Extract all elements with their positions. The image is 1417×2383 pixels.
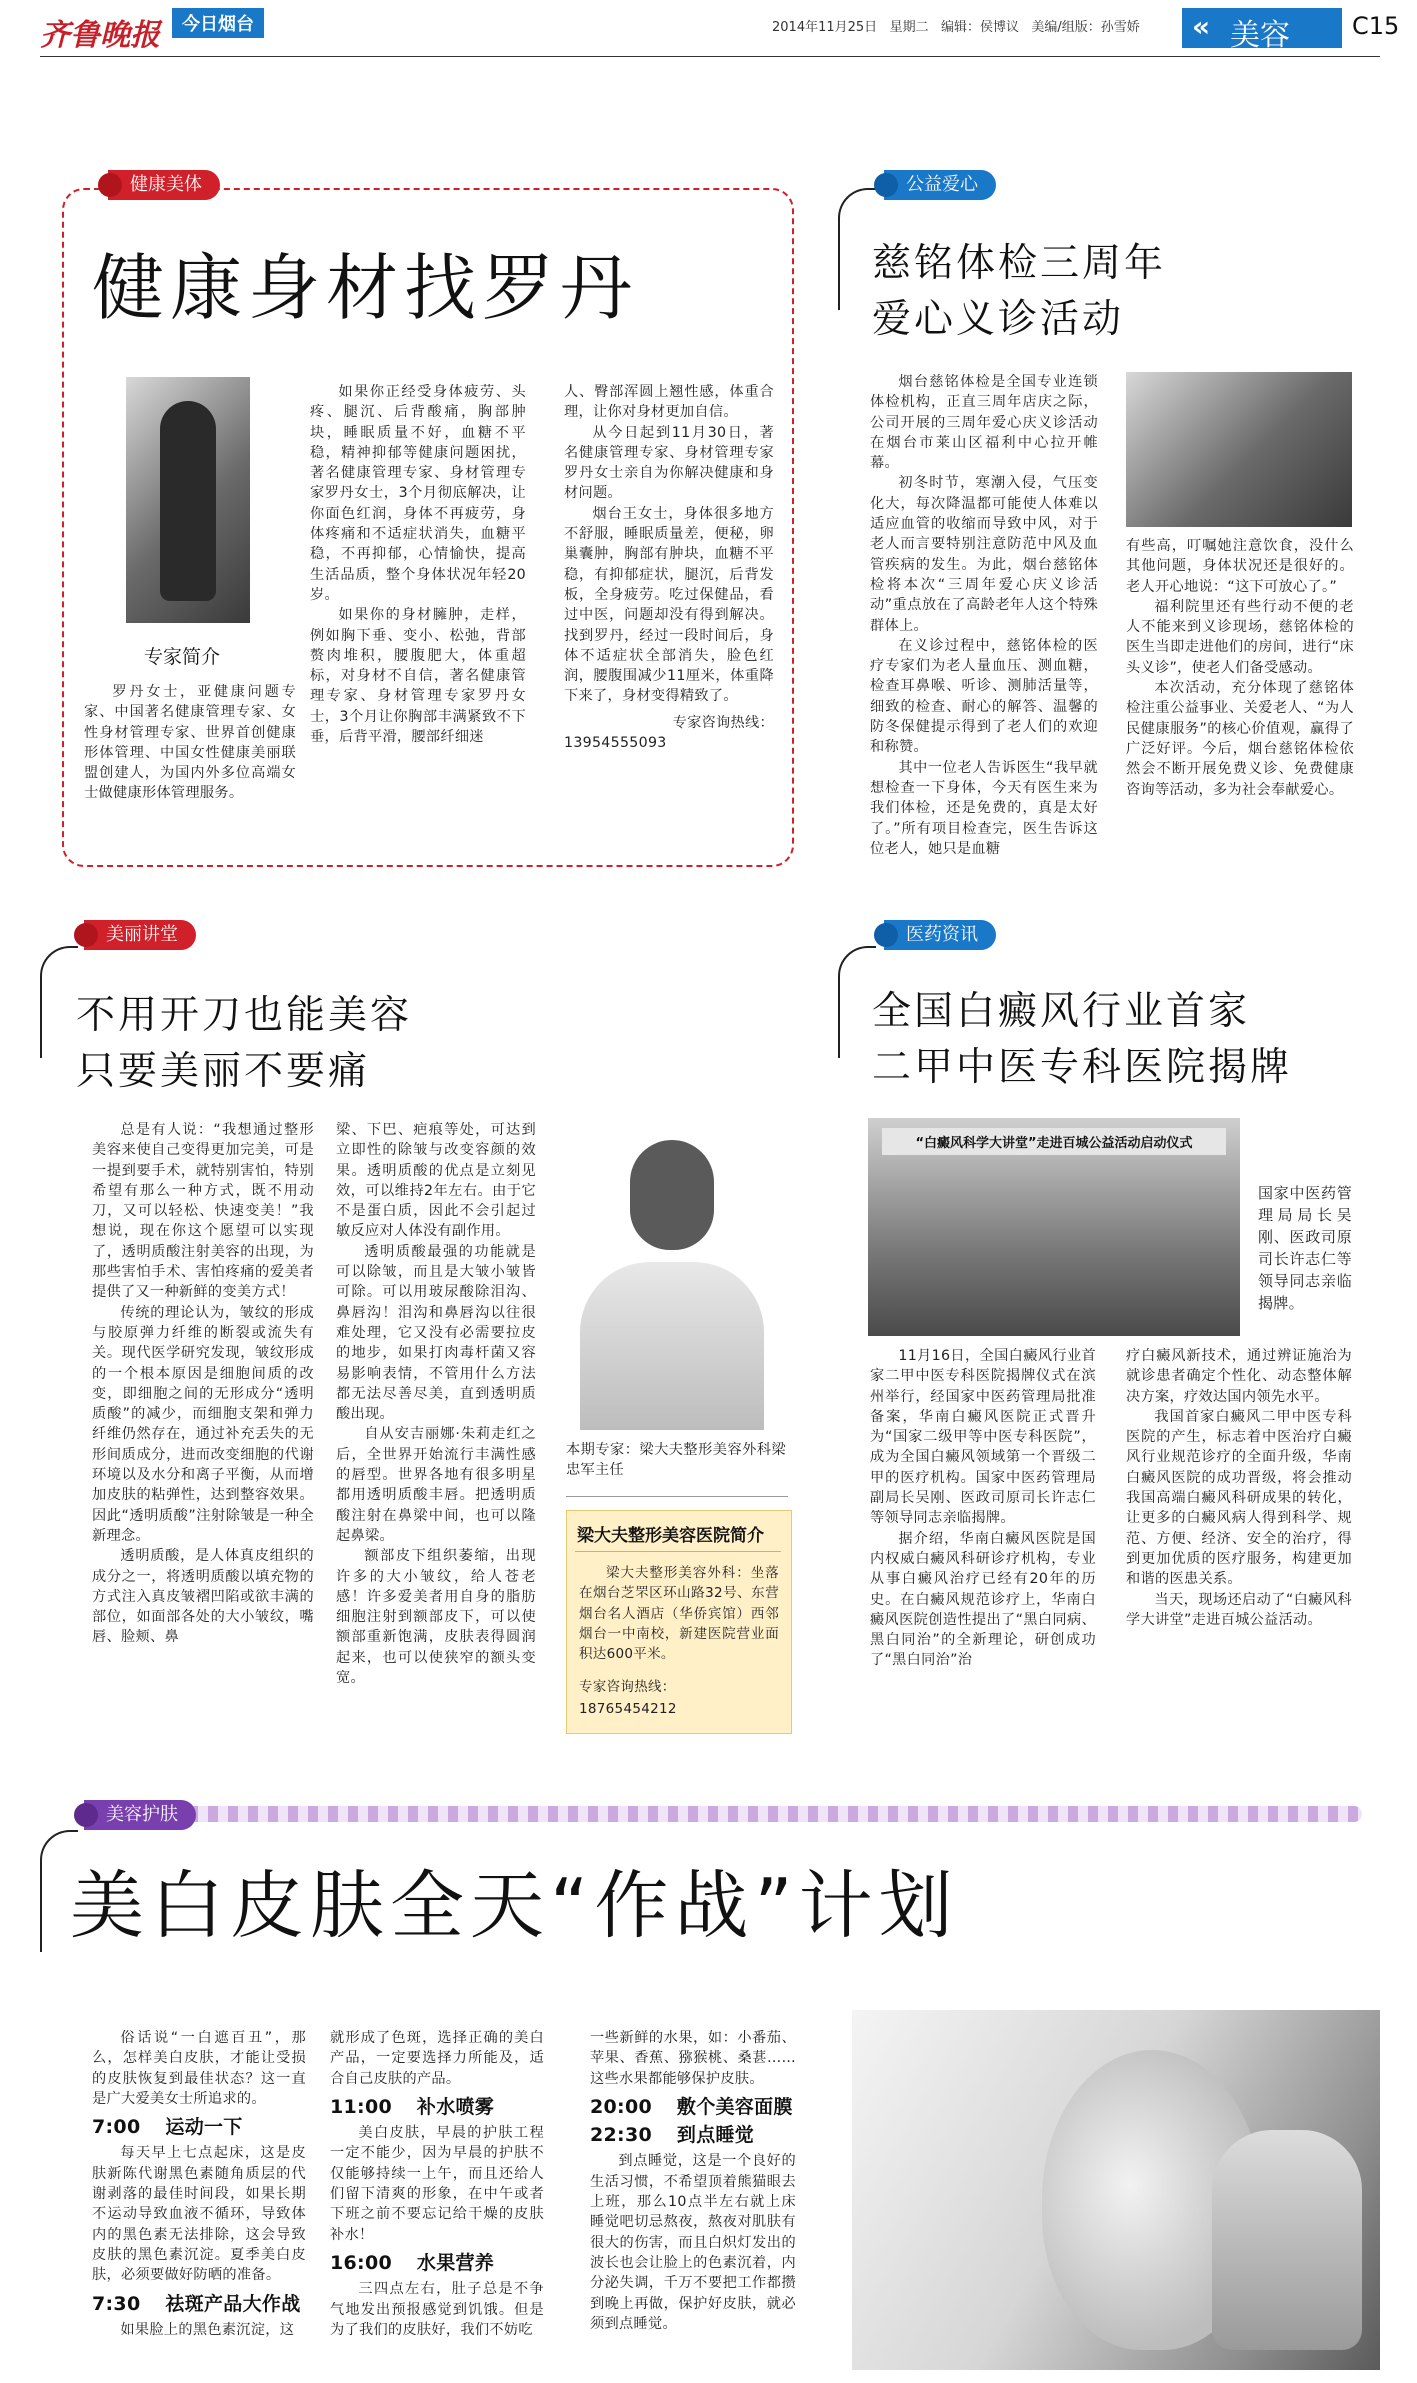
- title-line: 慈铭体检三周年: [872, 241, 1167, 286]
- paragraph: 如果你的身材臃肿，走样，例如胸下垂、变小、松弛，背部赘肉堆积，腰腹肥大，体重超标，对身材不自信，著名健康管理专家、身材管理专家罗丹女士，3个月让你胸部丰满紧致不下垂，后背平滑，腰部纤细迷: [310, 607, 526, 746]
- medical-title: [872, 984, 1292, 1096]
- expert-photo-luodan: [126, 377, 250, 623]
- paragraph: 有些高，叮嘱她注意饮食，没什么其他问题，身体状况还是很好的。老人开心地说：“这下可放心了。”: [1126, 538, 1354, 595]
- hotline-number: 13954555093: [564, 735, 667, 752]
- double-chevron-icon: «: [1192, 10, 1211, 43]
- paragraph: 俗话说“一白遮百丑”，那么，怎样美白皮肤，才能让受损的皮肤恢复到最佳状态？这一直是广大爱美女士所追求的。: [92, 2030, 306, 2107]
- paragraph: 透明质酸，是人体真皮组织的成分之一，将透明质酸以填充物的方式注入真皮皱褶凹陷或欲丰满的部位，如面部各处的大小皱纹，嘴唇、脸颊、鼻: [92, 1548, 314, 1646]
- beauty-col2: [336, 1120, 536, 1688]
- subhead-title: 敷个美容面膜: [676, 2095, 793, 2118]
- header-weekday: 星期二: [889, 20, 929, 35]
- channel-badge: [1182, 8, 1342, 53]
- charity-title: [872, 236, 1166, 348]
- medical-bracket: [838, 946, 876, 1058]
- title-line: 不用开刀也能美容: [76, 993, 413, 1038]
- skin-title: 美白皮肤全天“作战”计划: [70, 1863, 959, 1949]
- paragraph: 美白皮肤，早晨的护肤工程一定不能少，因为早晨的护肤不仅能够持续一上午，而且还给人们留下清爽的形象，在中午或者下班之前不要忘记给干燥的皮肤补水！: [330, 2125, 544, 2243]
- paragraph: 据介绍，华南白癜风医院是国内权威白癜风科研诊疗机构，专业从事白癜风治疗已经有20年的历史。在白癜风规范诊疗上，华南白癜风医院创造性提出了“黑白同病、黑白同治”的全新理论，研创成功了“黑白同治”治: [870, 1530, 1096, 1669]
- paragraph: 如果脸上的黑色素沉淀，这: [120, 2321, 295, 2338]
- box-title: 梁大夫整形美容医院简介: [577, 1526, 764, 1546]
- skin-divider-band: [128, 1806, 1362, 1822]
- paragraph: 本次活动，充分体现了慈铭体检注重公益事业、关爱老人、“为人民健康服务”的核心价值观，赢得了广泛好评。今后，烟台慈铭体检依然会不断开展免费义诊、免费健康咨询等活动，多为社会奉献爱心。: [1126, 680, 1354, 798]
- paragraph: 自从安吉丽娜·朱莉走红之后，全世界开始流行丰满性感的唇型。世界各地有很多明星都用透明质酸丰唇。把透明质酸注射在鼻梁中间，也可以隆起鼻梁。: [336, 1426, 536, 1544]
- subhead-title: 水果营养: [416, 2251, 495, 2274]
- header-date: 2014年11月25日: [772, 20, 878, 35]
- beauty-title: [76, 988, 412, 1100]
- subhead-title: 祛斑产品大作战: [165, 2292, 301, 2315]
- paragraph: 在义诊过程中，慈铭体检的医疗专家们为老人量血压、测血糖，检查耳鼻喉、听诊、测肺活量等，细致的检查、耐心的解答、温馨的防冬保健提示得到了老人们的欢迎和称赞。: [870, 637, 1098, 756]
- title-line: 只要美丽不要痛: [76, 1049, 371, 1094]
- paragraph: 每天早上七点起床，这是皮肤新陈代谢黑色素随角质层的代谢剥落的最佳时间段，如果长期不运动导致血液不循环，导致体内的黑色素无法排除，这会导致皮肤的黑色素沉淀。夏季美白皮肤，必须要做好防晒的准备。: [92, 2145, 306, 2284]
- skin-care-photo: [852, 2010, 1380, 2370]
- medical-col1: [870, 1346, 1096, 1671]
- box-hotline-label: 专家咨询热线：: [579, 1679, 676, 1695]
- section-name: 今日烟台: [172, 8, 264, 38]
- time-label: 11:00: [330, 2095, 392, 2118]
- beauty-bracket: [40, 946, 78, 1058]
- expert-photo-caption: 本期专家：梁大夫整形美容外科梁忠军主任: [566, 1442, 786, 1479]
- expert-photo-liang: [566, 1122, 778, 1430]
- coat-shape: [580, 1262, 764, 1430]
- ceremony-caption: 国家中医药管理局局长吴刚、医政司原司长许志仁等领导同志亲临揭牌。: [1258, 1184, 1352, 1312]
- paragraph: 疗白癜风新技术，通过辨证施治为就诊患者确定个性化、动态整体解决方案，疗效达国内领先水平。: [1126, 1348, 1352, 1405]
- subhead-0730: [92, 2294, 306, 2314]
- paragraph: 人、臀部浑圆上翘性感，体重合理，让你对身材更加自信。: [564, 384, 774, 421]
- charity-bracket: [838, 188, 876, 310]
- expert-caption: 专家简介: [144, 646, 221, 668]
- paragraph: 梁、下巴、疤痕等处，可达到立即性的除皱与改变容颜的效果。透明质酸的优点是立刻见效，可以维持2年左右。由于它不是蛋白质，因此不会引起过敏反应对人体没有副作用。: [336, 1122, 536, 1240]
- paragraph: 总是有人说：“我想通过整形美容来使自己变得更加完美，可是一提到要手术，就特别害怕，特别希望有那么一种方式，既不用动刀，又可以轻松、快速变美！”我想说，现在你这个愿望可以实现了，透明质酸注射美容的出现，为那些害怕手术、害怕疼痛的爱美者提供了又一种新鲜的变美方式！: [92, 1122, 314, 1301]
- header-editor: 编辑：侯博议: [941, 20, 1020, 35]
- beauty-tag-label: 美丽讲堂: [106, 924, 178, 945]
- title-line: 全国白癜风行业首家: [872, 989, 1251, 1034]
- hotline-label: 专家咨询热线：: [672, 714, 774, 731]
- time-label: 20:00: [590, 2095, 652, 2118]
- page-header: [0, 0, 1417, 62]
- charity-col1: [870, 372, 1098, 859]
- subhead-2000: [590, 2097, 796, 2117]
- paragraph: 透明质酸最强的功能就是可以除皱，而且是大皱小皱皆可除。可以用玻尿酸除泪沟、鼻唇沟！泪沟和鼻唇沟以往很难处理，它又没有必需要拉皮的地步，如果打肉毒杆菌又容易影响表情，不管用什么方法都无法尽善尽美，直到透明质酸出现。: [336, 1243, 536, 1423]
- title-line: 二甲中医专科医院揭牌: [872, 1045, 1293, 1090]
- subhead-title: 到点睡觉: [676, 2124, 755, 2147]
- paragraph: 从今日起到11月30日，著名健康管理专家、身材管理专家罗丹女士亲自为你解决健康和身材问题。: [564, 424, 774, 502]
- paragraph: 烟台慈铭体检是全国专业连锁体检机构，正直三周年店庆之际，公司开展的三周年爱心庆义诊活动在烟台市莱山区福利中心拉开帷幕。: [870, 374, 1098, 472]
- subhead-0700: [92, 2117, 306, 2137]
- skin-tag-label: 美容护肤: [106, 1804, 178, 1825]
- ceremony-banner: “白癜风科学大讲堂”走进百城公益活动启动仪式: [882, 1128, 1226, 1155]
- paragraph: 福利院里还有些行动不便的老人不能来到义诊现场，慈铭体检的医生当即走进他们的房间，进行“床头义诊”，使老人们备受感动。: [1126, 598, 1354, 676]
- header-meta: [772, 16, 1140, 35]
- paragraph: 烟台王女士，身体很多地方不舒服，睡眠质量差，便秘，卵巢囊肿，胸部有肿块，血糖不平稳，有抑郁症状，腿沉，后背发板，全身疲劳。吃过保健品，看过中医，问题却没有得到解决。找到罗丹，经过一段时间后，身体不适症状全部消失，脸色红润，腰腹围减少11厘米，体重降下来了，身材变得精致了。: [564, 505, 774, 705]
- skin-col2: [330, 2028, 544, 2340]
- box-hotline-number: 18765454212: [579, 1701, 677, 1717]
- paragraph: 当天，现场还启动了“白癜风科学大讲堂”走进百城公益活动。: [1126, 1591, 1352, 1628]
- figure-silhouette: [160, 401, 216, 601]
- paragraph: 一些新鲜的水果，如：小番茄、苹果、香蕉、猕猴桃、桑葚……这些水果都能够保护皮肤。: [590, 2030, 796, 2087]
- time-label: 7:30: [92, 2292, 141, 2315]
- health-tag: [108, 170, 220, 200]
- charity-photo: [1126, 372, 1352, 527]
- pin-icon: [74, 923, 98, 947]
- charity-col2: [1126, 536, 1354, 800]
- newspaper-logo: 齐鲁晚报: [40, 18, 160, 53]
- subhead-title: 运动一下: [165, 2116, 243, 2139]
- hand-shape: [1212, 2130, 1362, 2350]
- pin-icon: [98, 173, 122, 197]
- skin-col3: [590, 2028, 796, 2334]
- health-col1: [310, 382, 526, 747]
- medical-tag: [884, 920, 996, 950]
- health-tag-label: 健康美体: [130, 174, 202, 195]
- time-label: 7:00: [92, 2116, 141, 2139]
- ceremony-photo: [868, 1118, 1240, 1336]
- medical-tag-label: 医药资讯: [906, 924, 978, 945]
- beauty-tag: [84, 920, 196, 950]
- pin-icon: [874, 923, 898, 947]
- expert-bio: 罗丹女士，亚健康问题专家、中国著名健康管理专家、女性身材管理专家、世界首创健康形体管理、中国女性健康美丽联盟创建人，为国内外多位高端女士做健康形体管理服务。: [84, 684, 296, 802]
- paragraph: 我国首家白癜风二甲中医专科医院的产生，标志着中医治疗白癜风行业规范诊疗的全面升级，华南白癜风医院的成功晋级，将会推动我国高端白癜风科研成果的转化，让更多的白癜风病人得到科学、规范、方便、经济、安全的治疗，得到更加优质的医疗服务，构建更加和谐的医患关系。: [1126, 1408, 1352, 1588]
- title-line: 爱心义诊活动: [872, 297, 1125, 342]
- skin-tag: [84, 1800, 196, 1830]
- paragraph: 其中一位老人告诉医生“我早就想检查一下身体，今天有医生来为我们体检，还是免费的，真是太好了。”所有项目检查完，医生告诉这位老人，她只是血糖: [870, 759, 1098, 857]
- paragraph: 如果你正经受身体疲劳、头疼、腿沉、后背酸痛，胸部肿块，睡眠质量不好，血糖不平稳，精神抑郁等健康问题困扰，著名健康管理专家、身材管理专家罗丹女士，3个月彻底解决，让你面色红润，身体不再疲劳，身体疼痛和不适症状消失，血糖平稳，不再抑郁，心情愉快，提高生活品质，整个身体状况年轻20岁。: [310, 384, 526, 603]
- time-label: 22:30: [590, 2124, 652, 2147]
- beauty-col1: [92, 1120, 314, 1648]
- paragraph: 额部皮下组织萎缩，出现许多的大小皱纹，给人苍老感！许多爱美者用自身的脂肪细胞注射到额部皮下，可以使额部重新饱满，皮肤表得圆润起来，也可以使狭窄的额头变宽。: [336, 1548, 536, 1687]
- paragraph: 到点睡觉，这是一个良好的生活习惯，不希望顶着熊猫眼去上班，那么10点半左右就上床睡觉吧切忌熬夜，熬夜对肌肤有很大的伤害，而且白炽灯发出的波长也会让脸上的色素沉着，内分泌失调，千万不要把工作都攒到晚上再做，保护好皮肤，就必须到点睡觉。: [590, 2153, 796, 2332]
- medical-col2: [1126, 1346, 1352, 1630]
- paragraph: 传统的理论认为，皱纹的形成与胶原弹力纤维的断裂或流失有关。现代医学研究发现，皱纹形成的一个根本原因是细胞间质的改变，即细胞之间的无形成分“透明质酸”的减少，而细胞支架和弹力纤维仍然存在，通过补充丢失的无形间质成分，进而改变细胞的代谢环境以及水分和离子平衡，从而增加皮肤的粘弹性，达到整容效果。因此“透明质酸”注射除皱是一种全新理念。: [92, 1304, 314, 1544]
- page-number: C15: [1352, 12, 1400, 40]
- subhead-title: 补水喷雾: [416, 2095, 495, 2118]
- paragraph: 初冬时节，寒潮入侵，气压变化大，每次降温都可能使人体难以适应血管的收缩而导致中风，对于老人而言要特别注意防范中风及血管疾病的发生。为此，烟台慈铭体检将本次“三周年爱心庆义诊活动”重点放在了高龄老年人这个特殊群体上。: [870, 475, 1098, 634]
- paragraph: 11月16日，全国白癜风行业首家二甲中医专科医院揭牌仪式在滨州举行，经国家中医药管理局批准备案，华南白癜风医院正式晋升为“国家二级甲等中医专科医院”，成为全国白癜风领域第一个晋级二甲的医疗机构。国家中医药管理局副局长吴刚、医政司原司长许志仁等领导同志亲临揭牌。: [870, 1348, 1096, 1527]
- box-text: 梁大夫整形美容外科：坐落在烟台芝罘区环山路32号、东营烟台名人酒店（华侨宾馆）西邻烟台一中南校，新建医院营业面积达600平米。: [579, 1565, 779, 1663]
- header-design: 美编/组版：孙雪娇: [1031, 20, 1140, 35]
- caption-rule: [566, 1496, 788, 1497]
- charity-tag-label: 公益爱心: [906, 174, 978, 195]
- paragraph: 三四点左右，肚子总是不争气地发出预报感觉到饥饿。但是为了我们的皮肤好，我们不妨吃: [330, 2281, 544, 2338]
- pin-icon: [74, 1803, 98, 1827]
- skin-col1: [92, 2028, 306, 2340]
- paragraph: 就形成了色斑，选择正确的美白产品，一定要选择力所能及，适合自己皮肤的产品。: [330, 2030, 544, 2087]
- time-label: 16:00: [330, 2251, 392, 2274]
- charity-tag: [884, 170, 996, 200]
- subhead-2230: [590, 2125, 796, 2145]
- box-rule: [575, 1551, 781, 1552]
- subhead-1600: [330, 2253, 544, 2273]
- health-title: 健康身材找罗丹: [92, 246, 639, 330]
- pin-icon: [874, 173, 898, 197]
- header-rule: [40, 56, 1380, 57]
- subhead-1100: [330, 2097, 544, 2117]
- channel-name: 美容: [1230, 18, 1290, 53]
- health-col2: [564, 382, 774, 753]
- head-shape: [630, 1140, 714, 1250]
- hospital-info-box: [566, 1510, 792, 1734]
